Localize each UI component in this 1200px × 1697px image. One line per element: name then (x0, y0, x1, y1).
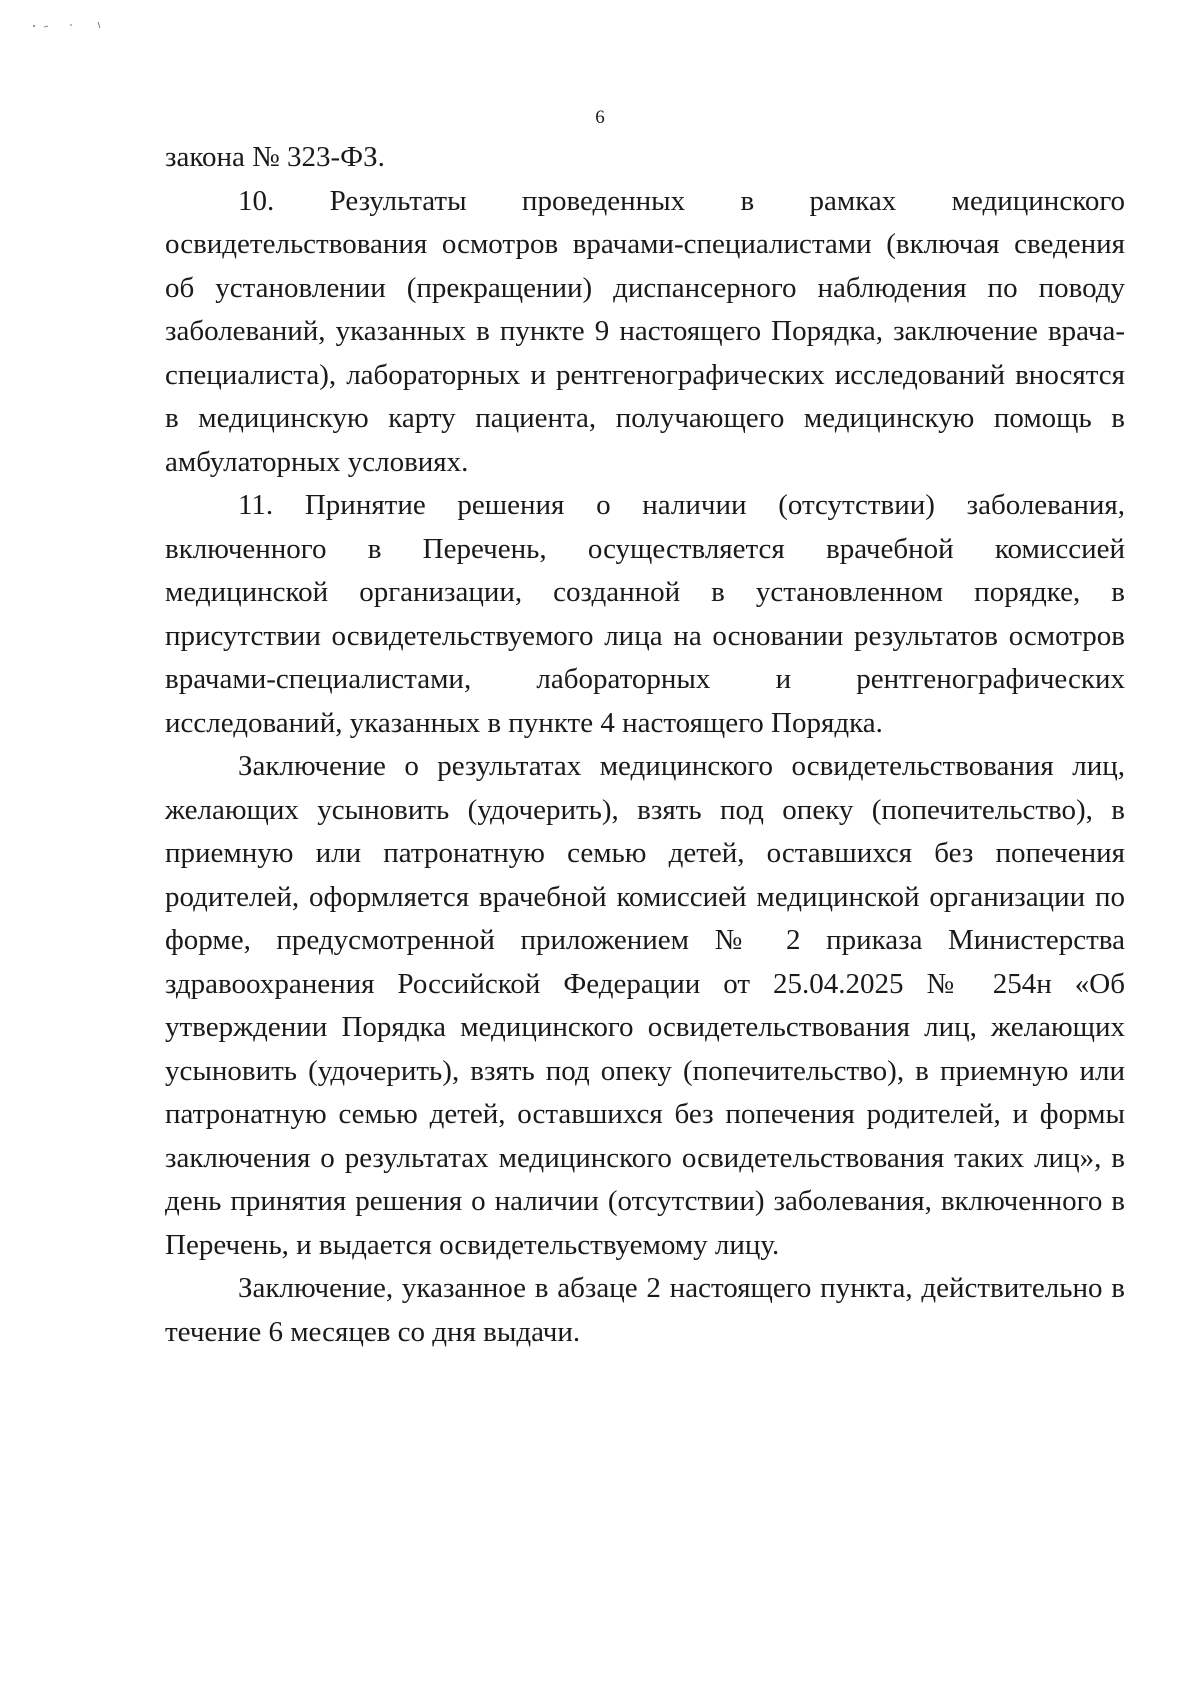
paragraph-conclusion-validity: Заключение, указанное в абзаце 2 настоящего пункта, действительно в течение 6 месяцев со дня выдачи. (165, 1272, 1125, 1348)
paragraph-law-reference: закона № 323-ФЗ. (165, 141, 385, 173)
paragraph-conclusion-form: Заключение о результатах медицинского освидетельствования лиц, желающих усыновить (удочерить), взять под опеку (попечительство), в приемную или патронатную семью детей, оставшихся без попечения родителей, оформляется врачебной комиссией медицинской организации по форме, предусмотренной приложением № 2 приказа Министерства здравоохранения Российской Федерации от 25.04.2025 № 254н «Об утверждении Порядка медицинского освидетельствования лиц, желающих усыновить (удочерить), взять под опеку (попечительство), в приемную или патронатную семью детей, оставшихся без попечения родителей, и формы заключения о результатах медицинского освидетельствования таких лиц», в день принятия решения о наличии (отсутствии) заболевания, включенного в Перечень, и выдается освидетельствуемому лицу. (165, 750, 1125, 1261)
paragraph-item-11: 11. Принятие решения о наличии (отсутствии) заболевания, включенного в Перечень, осуществляется врачебной комиссией медицинской организации, созданной в установленном порядке, в присутствии освидетельствуемого лица на основании результатов осмотров врачами-специалистами, лабораторных и рентгенографических исследований, указанных в пункте 4 настоящего Порядка. (165, 489, 1125, 739)
paragraph-item-10: 10. Результаты проведенных в рамках медицинского освидетельствования осмотров врачами-специалистами (включая сведения об установлении (прекращении) диспансерного наблюдения по поводу заболеваний, указанных в пункте 9 настоящего Порядка, заключение врача-специалиста), лабораторных и рентгенографических исследований вносятся в медицинскую карту пациента, получающего медицинскую помощь в амбулаторных условиях. (165, 184, 1125, 478)
page-number: 6 (595, 107, 605, 128)
scan-artifact-marks (30, 18, 110, 32)
document-body (165, 136, 1125, 1354)
